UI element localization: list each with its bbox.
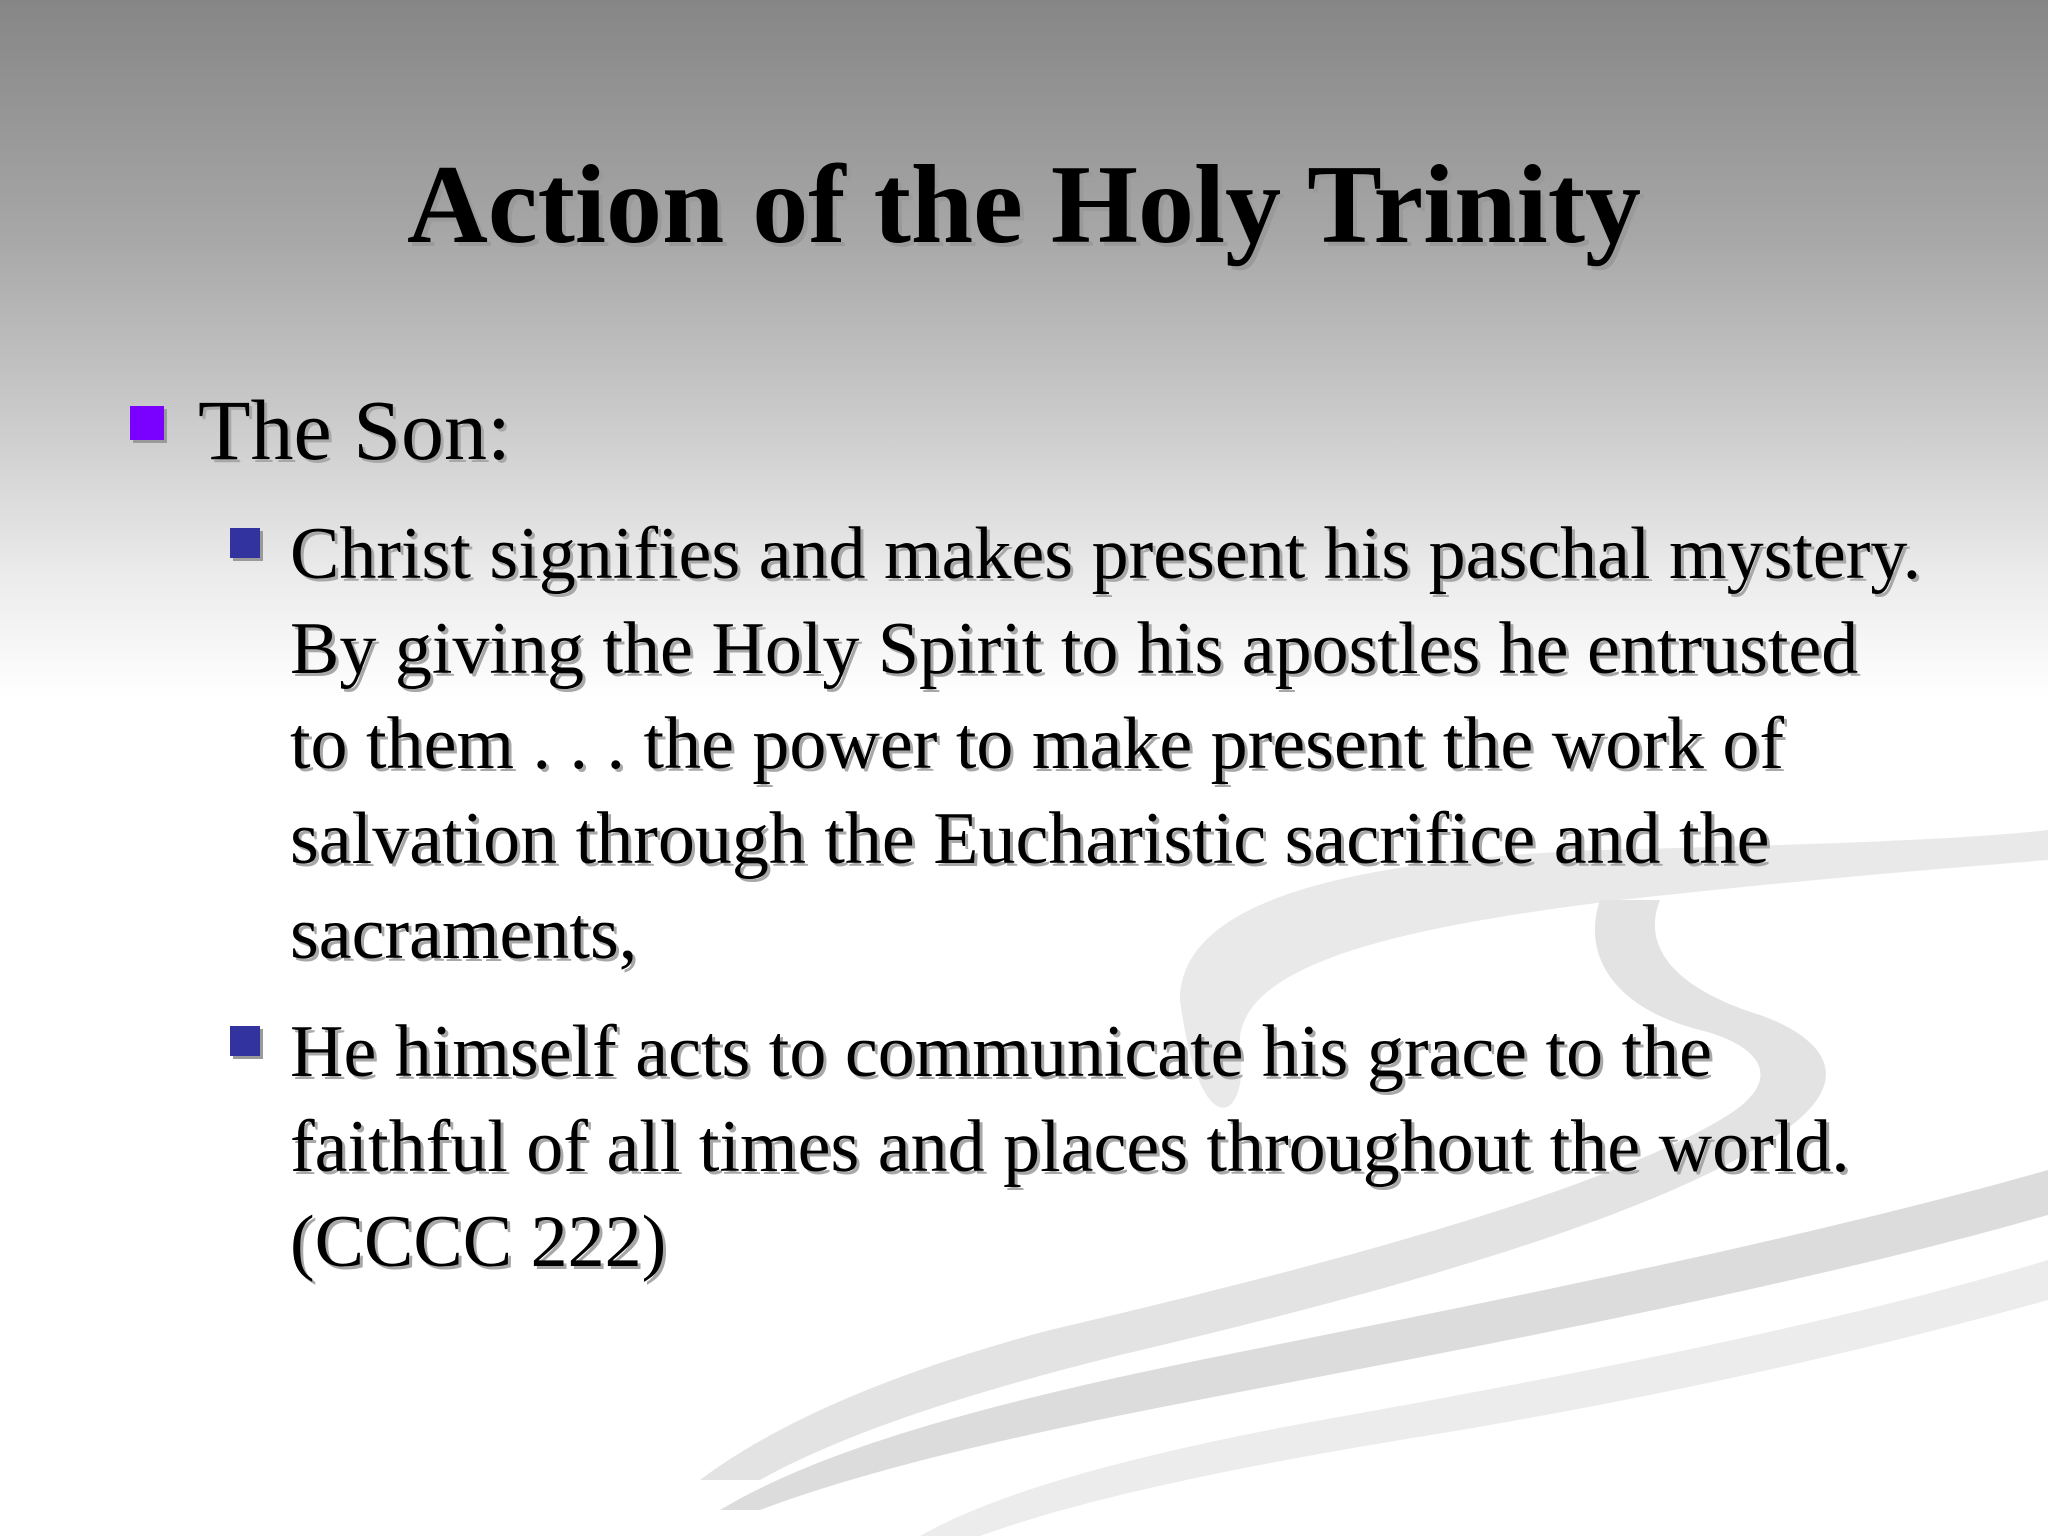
sub-bullet-text-1: Christ signifies and makes present his paschal mystery. By giving the Holy Spirit to his apostles he entrusted to them . . . the power to make present the work of salvation through the Eucharistic sacrifice and the sacraments, xyxy=(290,513,1922,975)
sub-bullet-square-icon xyxy=(230,528,260,558)
bullet-square-icon xyxy=(130,406,164,440)
sub-bullet-square-icon xyxy=(230,1026,260,1056)
slide-title: Action of the Holy Trinity xyxy=(406,143,1642,267)
sub-bullet-text-2: He himself acts to communicate his grace to the faithful of all times and places throughout the world. (CCCC 222) xyxy=(290,1011,1850,1283)
bullet-level1-text: The Son: xyxy=(198,382,511,478)
